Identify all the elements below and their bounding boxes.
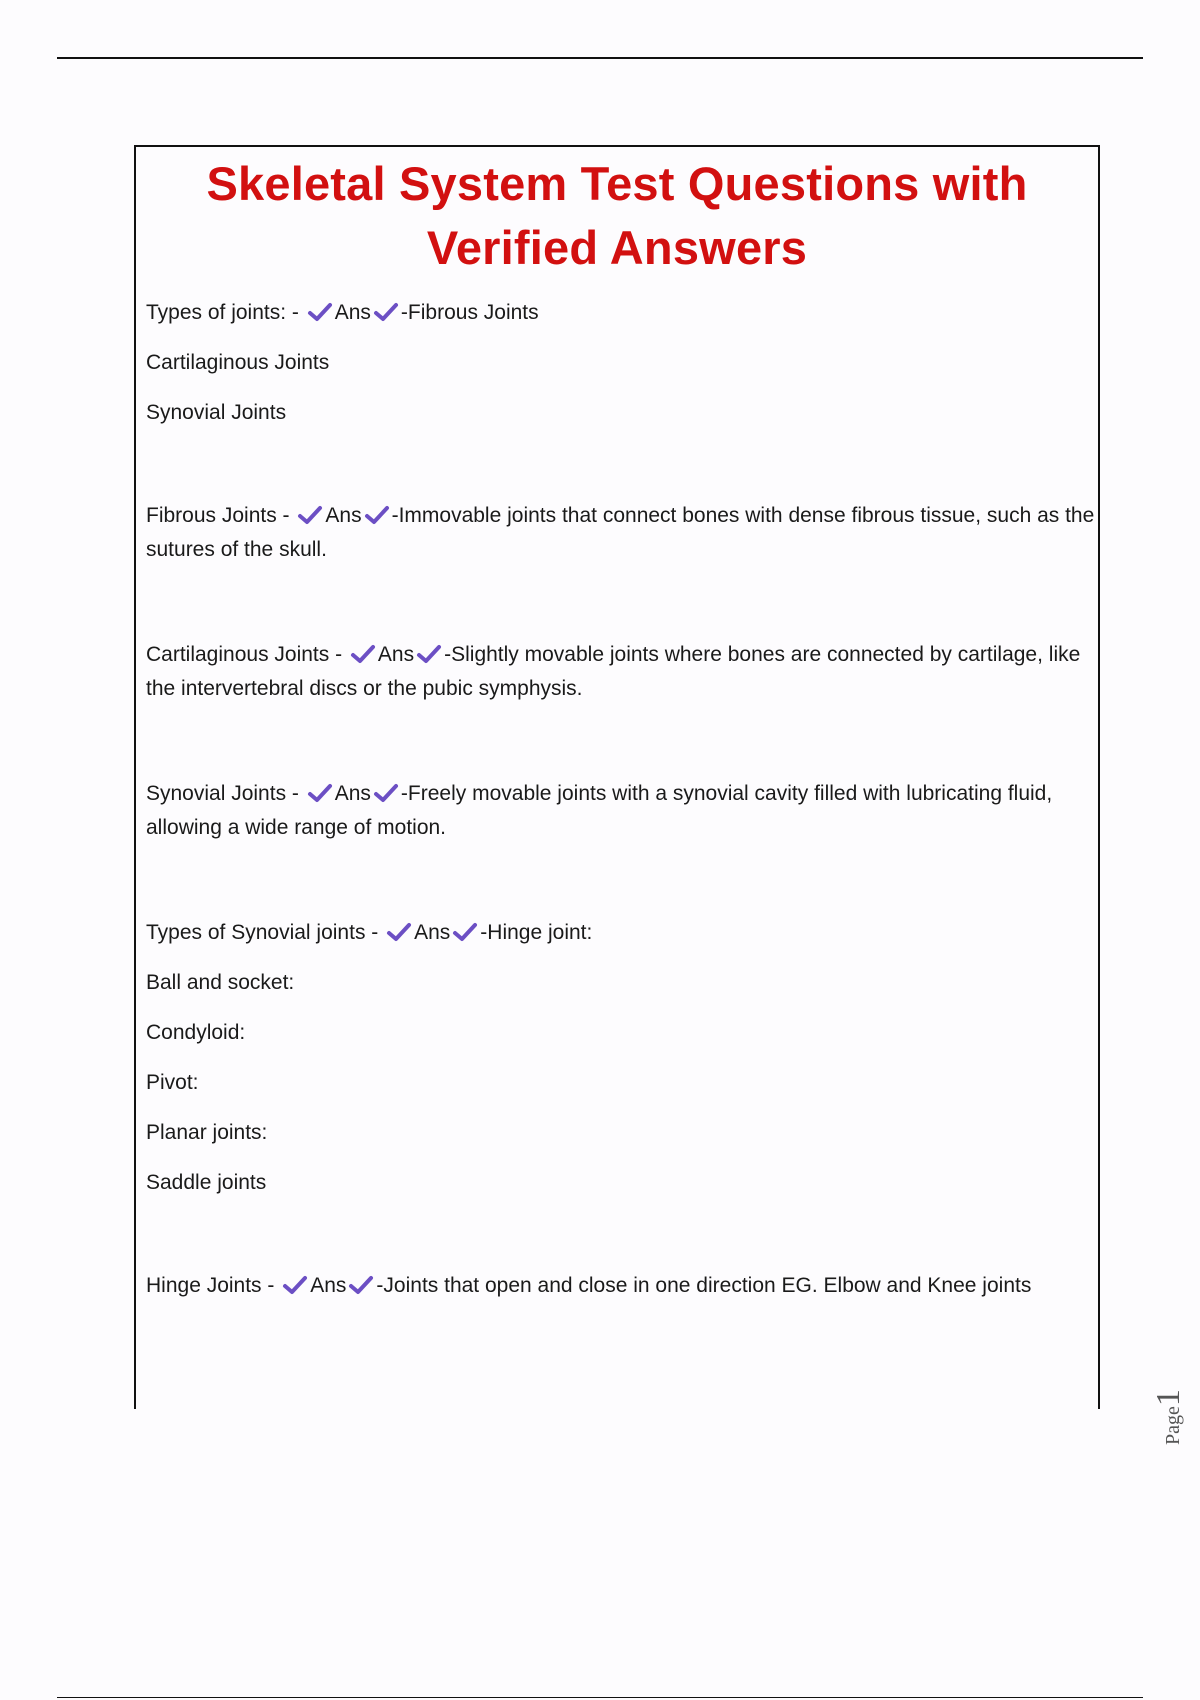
- ans-label: Ans: [334, 301, 371, 324]
- question-text: Hinge Joints -: [146, 1274, 281, 1297]
- answer-list-item: Synovial Joints: [146, 401, 287, 424]
- check-icon: [416, 644, 442, 664]
- answer-list-item: Condyloid:: [146, 1021, 246, 1044]
- qa-entry: [146, 296, 1096, 330]
- answer-text: -Hinge joint:: [480, 921, 593, 944]
- answer-text: -Immovable joints that connect bones with dense fibrous tissue, such as the sutures of the skull.: [146, 504, 1095, 561]
- ans-label: Ans: [334, 782, 371, 805]
- ans-label: Ans: [377, 643, 415, 666]
- question-text: Fibrous Joints -: [146, 504, 296, 527]
- question-text: Synovial Joints -: [146, 782, 305, 805]
- ans-label: Ans: [414, 921, 451, 944]
- footer-rule: [57, 1697, 1143, 1698]
- page-label: Page: [1162, 1406, 1184, 1445]
- qa-entry: [146, 916, 1096, 950]
- check-icon: [350, 644, 376, 664]
- answer-text: -Slightly movable joints where bones are connected by cartilage, like the intervertebral discs or the pubic symphysis.: [146, 643, 1081, 700]
- page-number: [1150, 1305, 1190, 1445]
- answer-text: -Freely movable joints with a synovial cavity filled with lubricating fluid, allowing a wide range of motion.: [146, 782, 1053, 839]
- answer-list-item: Saddle joints: [146, 1171, 267, 1194]
- qa-content: [136, 280, 1098, 1303]
- answer-text: -Fibrous Joints: [400, 301, 539, 324]
- qa-entry: [146, 1269, 1096, 1303]
- qa-entry: [146, 638, 1096, 706]
- answer-list-item: Planar joints:: [146, 1121, 268, 1144]
- question-text: Types of Synovial joints -: [146, 921, 385, 944]
- check-icon: [373, 302, 399, 322]
- check-icon: [386, 922, 412, 942]
- check-icon: [373, 783, 399, 803]
- qa-entry: [146, 499, 1096, 567]
- question-text: Cartilaginous Joints -: [146, 643, 348, 666]
- document-title: [136, 152, 1098, 280]
- page-frame: [134, 145, 1100, 1409]
- header-rule: [57, 57, 1143, 59]
- answer-text: -Joints that open and close in one direction EG. Elbow and Knee joints: [376, 1274, 1032, 1297]
- page-number-value: 1: [1150, 1389, 1187, 1407]
- answer-list-item: Ball and socket:: [146, 971, 295, 994]
- check-icon: [364, 505, 390, 525]
- check-icon: [348, 1275, 374, 1295]
- check-icon: [282, 1275, 308, 1295]
- answer-list-item: Cartilaginous Joints: [146, 351, 330, 374]
- question-text: Types of joints: -: [146, 301, 305, 324]
- ans-label: Ans: [325, 504, 362, 527]
- ans-label: Ans: [310, 1274, 347, 1297]
- title-line-2: Verified Answers: [426, 221, 808, 274]
- check-icon: [452, 922, 478, 942]
- check-icon: [297, 505, 323, 525]
- answer-list-item: Pivot:: [146, 1071, 199, 1094]
- qa-entry: [146, 777, 1096, 845]
- check-icon: [307, 302, 333, 322]
- check-icon: [307, 783, 333, 803]
- title-line-1: Skeletal System Test Questions with: [206, 157, 1028, 210]
